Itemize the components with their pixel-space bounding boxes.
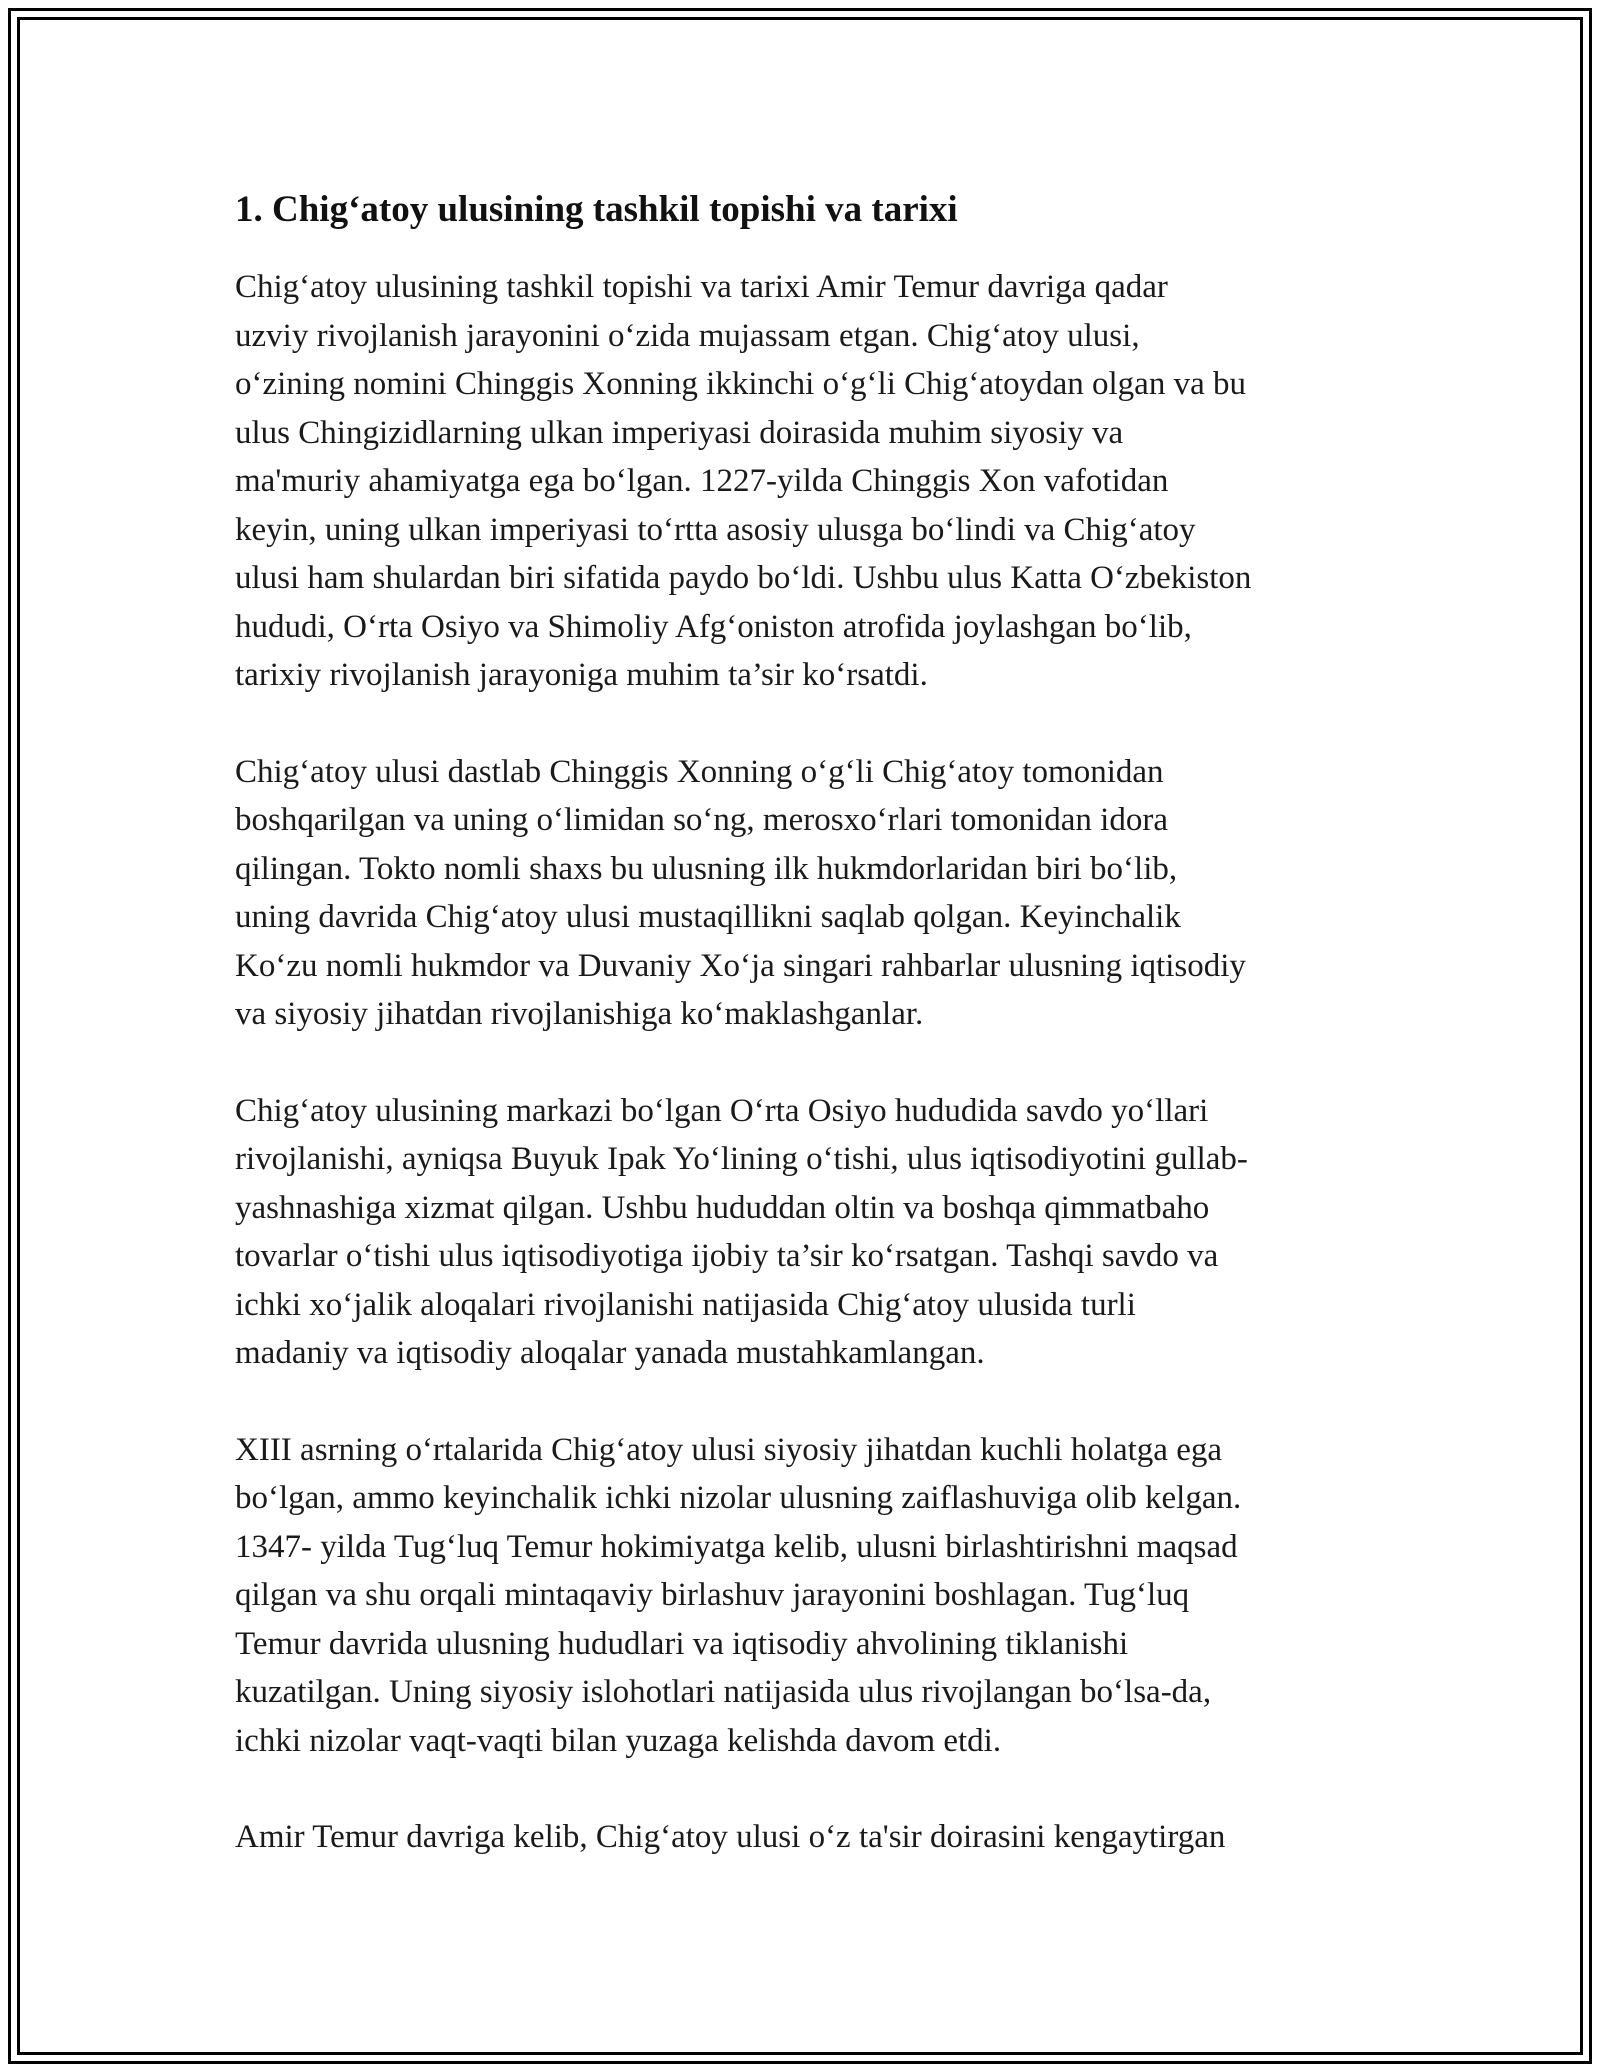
text-line: XIII asrning o‘rtalarida Chig‘atoy ulusi siyosiy jihatdan kuchli holatga ega [235,1431,1223,1468]
text-line: Ko‘zu nomli hukmdor va Duvaniy Xo‘ja singari rahbarlar ulusning iqtisodiy [235,947,1246,984]
text-line: qilingan. Tokto nomli shaxs bu ulusning ilk hukmdorlaridan biri bo‘lib, [235,850,1178,887]
text-line: ichki xo‘jalik aloqalari rivojlanishi natijasida Chig‘atoy ulusida turli [235,1286,1136,1323]
paragraphs [235,263,1375,1862]
section-heading: 1. Chig‘atoy ulusining tashkil topishi va tarixi [235,189,958,230]
text-line: Chig‘atoy ulusi dastlab Chinggis Xonning o‘g‘li Chig‘atoy tomonidan [235,753,1164,790]
text-line: 1347- yilda Tug‘luq Temur hokimiyatga kelib, ulusni birlashtirishni maqsad [235,1528,1238,1565]
text-line: rivojlanishi, ayniqsa Buyuk Ipak Yo‘lining o‘tishi, ulus iqtisodiyotini gullab- [235,1141,1248,1177]
paragraph [235,1087,1375,1378]
text-line: hududi, O‘rta Osiyo va Shimoliy Afg‘oniston atrofida joylashgan bo‘lib, [235,608,1192,645]
text-line: tovarlar o‘tishi ulus iqtisodiyotiga ijobiy ta’sir ko‘rsatgan. Tashqi savdo va [235,1238,1219,1274]
text-line: yashnashiga xizmat qilgan. Ushbu hududdan oltin va boshqa qimmatbaho [235,1189,1210,1226]
text-line: uning davrida Chig‘atoy ulusi mustaqillikni saqlab qolgan. Keyinchalik [235,899,1181,935]
text-line: ulusi ham shulardan biri sifatida paydo bo‘ldi. Ushbu ulus Katta O‘zbekiston [235,560,1252,596]
paragraph [235,748,1375,1039]
text-line: o‘zining nomini Chinggis Xonning ikkinchi o‘g‘li Chig‘atoydan olgan va bu [235,366,1246,402]
text-line: ichki nizolar vaqt-vaqti bilan yuzaga kelishda davom etdi. [235,1722,1002,1759]
text-line: uzviy rivojlanish jarayonini o‘zida mujassam etgan. Chig‘atoy ulusi, [235,317,1140,354]
text-line: keyin, uning ulkan imperiyasi to‘rtta asosiy ulusga bo‘lindi va Chig‘atoy [235,511,1196,548]
text-line: boshqarilgan va uning o‘limidan so‘ng, merosxo‘rlari tomonidan idora [235,802,1168,838]
text-line: Chig‘atoy ulusining markazi bo‘lgan O‘rta Osiyo hududida savdo yo‘llari [235,1092,1209,1129]
text-line: qilgan va shu orqali mintaqaviy birlashuv jarayonini boshlagan. Tug‘luq [235,1577,1190,1613]
document-body [235,185,1375,1910]
text-line: madaniy va iqtisodiy aloqalar yanada mustahkamlangan. [235,1335,985,1371]
text-line: Chig‘atoy ulusining tashkil topishi va tarixi Amir Temur davriga qadar [235,269,1168,305]
text-line: ulus Chingizidlarning ulkan imperiyasi doirasida muhim siyosiy va [235,414,1124,451]
text-line: kuzatilgan. Uning siyosiy islohotlari natijasida ulus rivojlangan bo‘lsa-da, [235,1674,1212,1710]
text-line: tarixiy rivojlanish jarayoniga muhim ta’sir ko‘rsatdi. [235,657,928,693]
paragraph [235,1813,1375,1862]
paragraph [235,1426,1375,1766]
paragraph [235,263,1375,700]
text-line: ma'muriy ahamiyatga ega bo‘lgan. 1227-yilda Chinggis Xon vafotidan [235,463,1169,499]
text-line: va siyosiy jihatdan rivojlanishiga ko‘maklashganlar. [235,996,924,1032]
text-line: Temur davrida ulusning hududlari va iqtisodiy ahvolining tiklanishi [235,1625,1129,1662]
text-line: Amir Temur davriga kelib, Chig‘atoy ulusi o‘z ta'sir doirasini kengaytirgan [235,1819,1226,1855]
text-line: bo‘lgan, ammo keyinchalik ichki nizolar ulusning zaiflashuviga olib kelgan. [235,1480,1242,1516]
